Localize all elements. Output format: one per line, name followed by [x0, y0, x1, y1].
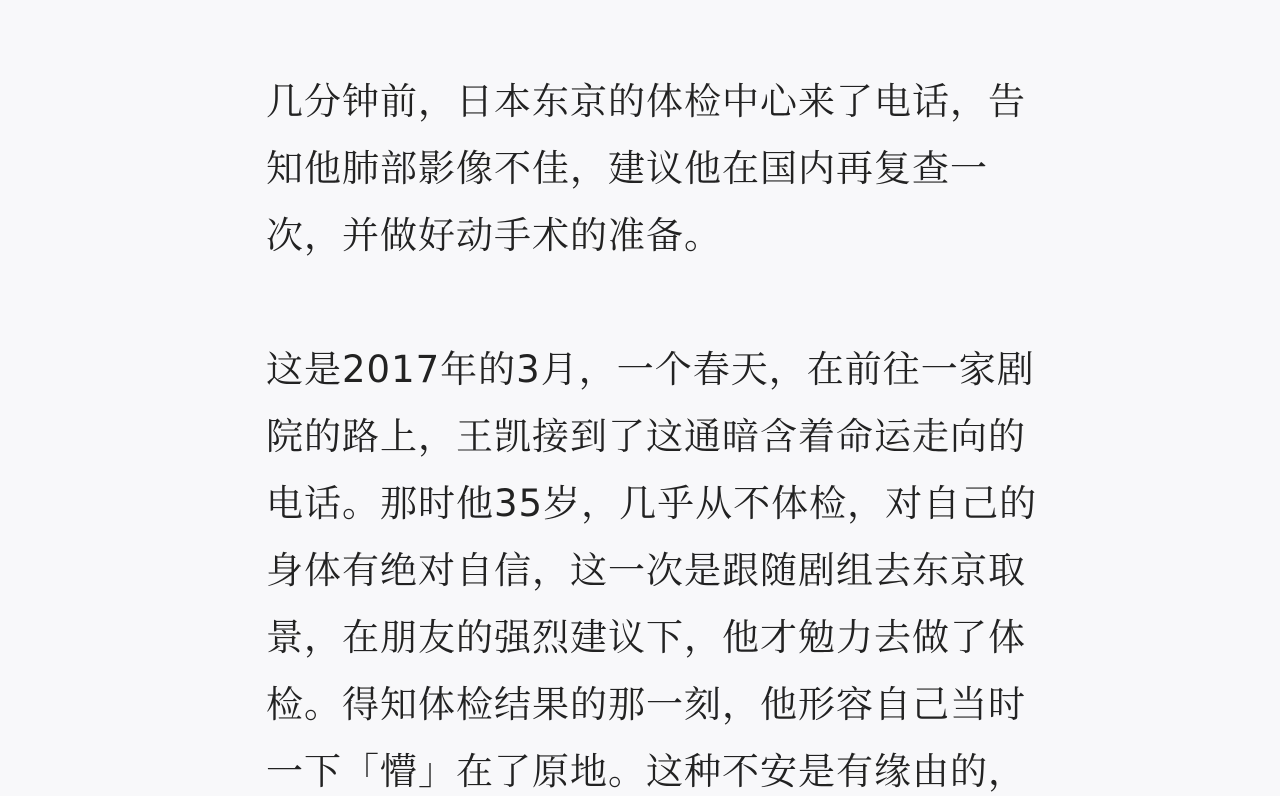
text-line: 景，在朋友的强烈建议下，他才勉力去做了体: [266, 616, 1026, 659]
text-line: 知他肺部影像不佳，建议他在国内再复查一: [266, 147, 988, 190]
article-body: [266, 68, 1038, 796]
text-line: 次，并做好动手术的准备。: [266, 214, 722, 257]
paragraph-spacer: [266, 269, 1026, 336]
text-line: 电话。那时他35岁，几乎从不体检，对自己的: [266, 482, 1038, 525]
text-line: 检。得知体检结果的那一刻，他形容自己当时: [266, 683, 1026, 726]
text-line: 几分钟前，日本东京的体检中心来了电话，告: [266, 80, 1026, 123]
text-line: 一下「懵」在了原地。这种不安是有缘由的，: [266, 750, 1026, 793]
text-line: 身体有绝对自信，这一次是跟随剧组去东京取: [266, 549, 1026, 592]
paragraph-1: [266, 68, 1026, 269]
paragraph-2: [266, 336, 1038, 796]
text-line: 这是2017年的3月，一个春天，在前往一家剧: [266, 348, 1035, 391]
text-line: 院的路上，王凯接到了这通暗含着命运走向的: [266, 415, 1026, 458]
